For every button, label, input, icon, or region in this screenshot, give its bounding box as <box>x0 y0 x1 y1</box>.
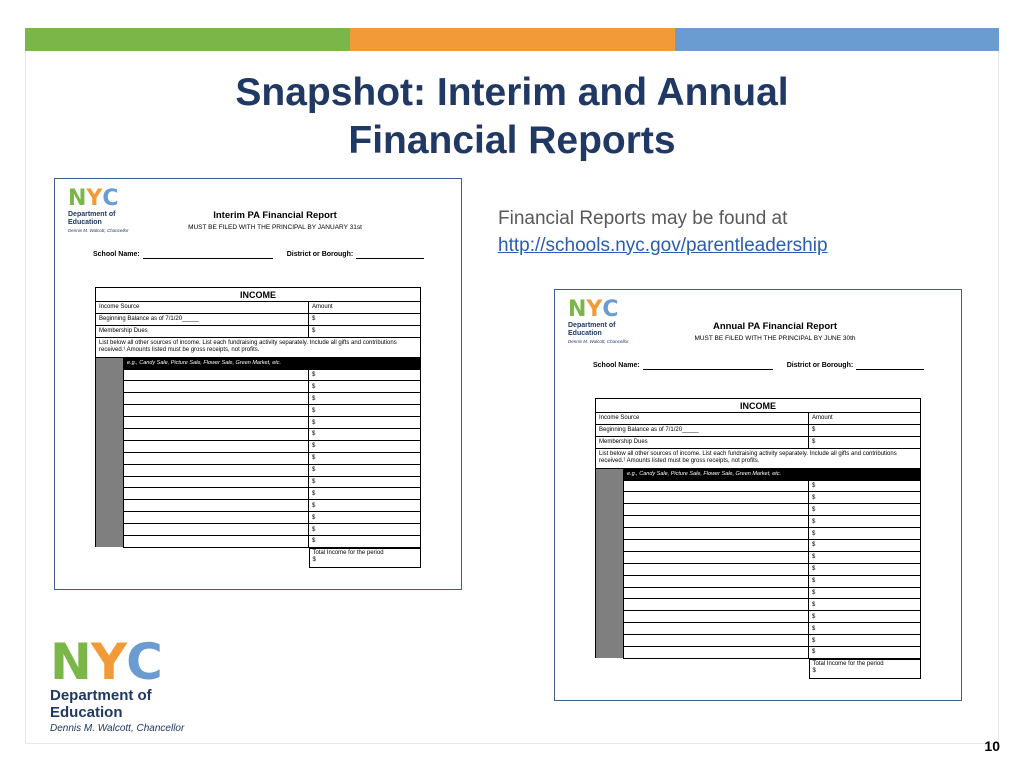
blank-source-cell <box>624 540 809 552</box>
form-title: Annual PA Financial Report <box>712 321 838 332</box>
example-amount <box>809 468 921 480</box>
total-income-box: Total Income for the period $ <box>809 659 921 679</box>
table-row <box>96 325 421 337</box>
blank-source-cell <box>124 512 309 524</box>
income-header: INCOME <box>96 288 421 302</box>
table-row <box>596 399 921 413</box>
table-row <box>596 623 921 635</box>
blank-source-cell <box>624 611 809 623</box>
amount-cell: $ <box>309 440 421 452</box>
amount-cell: $ <box>309 429 421 441</box>
amount-cell: $ <box>309 512 421 524</box>
amount-cell: $ <box>809 551 921 563</box>
amount-cell: $ <box>309 536 421 548</box>
table-row <box>596 492 921 504</box>
table-row <box>96 464 421 476</box>
form-title: Interim PA Financial Report <box>213 210 337 221</box>
amount-cell: $ <box>809 492 921 504</box>
blank-source-cell <box>124 369 309 381</box>
table-row <box>96 369 421 381</box>
form-subtitle: MUST BE FILED WITH THE PRINCIPAL BY JUNE 30th <box>694 335 856 342</box>
amount-cell: $ <box>809 516 921 528</box>
nyc-logo-letters: N Y C <box>68 186 118 211</box>
table-row <box>596 540 921 552</box>
amount-cell: $ <box>809 540 921 552</box>
blank-source-cell <box>124 524 309 536</box>
amount-cell: $ <box>809 436 921 448</box>
amount-cell: $ <box>809 480 921 492</box>
total-income-box: Total Income for the period $ <box>309 548 421 568</box>
col-source-header: Income Source <box>96 302 309 314</box>
table-row <box>96 381 421 393</box>
table-row <box>96 405 421 417</box>
col-amount-header: Amount <box>809 413 921 425</box>
beginning-balance-label: Beginning Balance as of 7/1/20_____ <box>96 313 309 325</box>
total-row <box>96 547 421 568</box>
blank-source-cell <box>124 452 309 464</box>
amount-cell: $ <box>809 635 921 647</box>
amount-cell: $ <box>309 393 421 405</box>
blank-source-cell <box>624 563 809 575</box>
nyc-logo-letters: N Y C <box>568 297 618 322</box>
table-row <box>596 480 921 492</box>
amount-cell: $ <box>809 647 921 659</box>
table-row <box>596 424 921 436</box>
example-amount <box>309 357 421 369</box>
blank-source-cell <box>624 492 809 504</box>
table-row <box>96 417 421 429</box>
beginning-balance-label: Beginning Balance as of 7/1/20_____ <box>596 424 809 436</box>
logo-chancellor: Dennis M. Walcott, Chancellor <box>50 723 185 734</box>
table-row <box>96 512 421 524</box>
blank-source-cell <box>124 440 309 452</box>
amount-cell: $ <box>809 504 921 516</box>
blank-source-cell <box>624 587 809 599</box>
table-row <box>596 587 921 599</box>
accent-bar-orange <box>350 28 675 51</box>
table-row <box>96 476 421 488</box>
amount-cell: $ <box>309 464 421 476</box>
nyc-doe-logo <box>50 633 230 734</box>
table-row <box>596 516 921 528</box>
blank-source-cell <box>624 516 809 528</box>
blank-source-cell <box>124 417 309 429</box>
table-row <box>596 563 921 575</box>
blank-source-cell <box>124 381 309 393</box>
table-row <box>96 536 421 548</box>
blank-source-cell <box>124 405 309 417</box>
accent-bar-green <box>25 28 350 51</box>
blank-source-cell <box>624 599 809 611</box>
blank-source-cell <box>124 476 309 488</box>
caption-text: Financial Reports may be found at <box>498 208 788 229</box>
income-table <box>595 398 921 679</box>
blank-source-cell <box>624 504 809 516</box>
amount-cell: $ <box>309 313 421 325</box>
table-row <box>96 452 421 464</box>
amount-cell: $ <box>809 611 921 623</box>
amount-cell: $ <box>309 476 421 488</box>
amount-cell: $ <box>309 500 421 512</box>
table-row <box>596 635 921 647</box>
amount-cell: $ <box>309 381 421 393</box>
table-row <box>96 488 421 500</box>
table-row <box>96 337 421 357</box>
amount-cell: $ <box>309 524 421 536</box>
blank-source-cell <box>124 488 309 500</box>
gray-column <box>96 357 124 547</box>
instructions-note: List below all other sources of income. List each fundraising activity separately. Include all gifts and contributions received.¹ Amounts listed must be gross receipts, not profits. <box>596 448 921 468</box>
accent-bar-blue <box>675 28 999 51</box>
table-row <box>596 647 921 659</box>
blank-source-cell <box>124 464 309 476</box>
amount-cell: $ <box>809 424 921 436</box>
table-row <box>596 468 921 480</box>
blank-source-cell <box>124 429 309 441</box>
amount-cell: $ <box>809 587 921 599</box>
income-header: INCOME <box>596 399 921 413</box>
amount-cell: $ <box>309 369 421 381</box>
example-row: e.g., Candy Sale, Picture Sale, Flower Sale, Green Market, etc. <box>624 468 809 480</box>
instructions-note: List below all other sources of income. List each fundraising activity separately. Include all gifts and contributions received.¹ Amounts listed must be gross receipts, not profits. <box>96 337 421 357</box>
total-row <box>596 658 921 679</box>
table-row <box>96 302 421 314</box>
doc-logo: N Y C Department of Education Dennis M. Walcott, Chancellor <box>568 300 638 344</box>
caption <box>498 206 828 259</box>
table-row <box>96 288 421 302</box>
table-row <box>96 440 421 452</box>
amount-cell: $ <box>309 417 421 429</box>
blank-source-cell <box>124 500 309 512</box>
table-row <box>96 524 421 536</box>
amount-cell: $ <box>809 599 921 611</box>
slide-title-line1: Snapshot: Interim and Annual <box>235 71 789 114</box>
col-source-header: Income Source <box>596 413 809 425</box>
amount-cell: $ <box>309 325 421 337</box>
table-row <box>596 504 921 516</box>
gray-column <box>596 468 624 658</box>
example-row: e.g., Candy Sale, Picture Sale, Flower Sale, Green Market, etc. <box>124 357 309 369</box>
slide-title-line2: Financial Reports <box>348 119 676 162</box>
table-row <box>596 599 921 611</box>
table-row <box>96 357 421 369</box>
blank-source-cell <box>624 575 809 587</box>
income-table <box>95 287 421 568</box>
blank-source-cell <box>124 393 309 405</box>
table-row <box>596 575 921 587</box>
school-name-row: School Name: District or Borough: <box>593 362 928 370</box>
blank-source-cell <box>624 623 809 635</box>
nyc-logo-letters: N Y C <box>50 633 160 691</box>
amount-cell: $ <box>809 575 921 587</box>
page-number: 10 <box>984 738 1000 754</box>
school-name-row: School Name: District or Borough: <box>93 251 428 259</box>
blank-source-cell <box>624 647 809 659</box>
parentleadership-link[interactable]: http://schools.nyc.gov/parentleadership <box>498 234 828 256</box>
membership-dues-label: Membership Dues <box>96 325 309 337</box>
doc-logo: N Y C Department of Education Dennis M. Walcott, Chancellor <box>68 189 138 233</box>
table-row <box>596 611 921 623</box>
blank-source-cell <box>624 635 809 647</box>
blank-source-cell <box>124 536 309 548</box>
table-row <box>596 448 921 468</box>
amount-cell: $ <box>309 452 421 464</box>
membership-dues-label: Membership Dues <box>596 436 809 448</box>
amount-cell: $ <box>809 563 921 575</box>
amount-cell: $ <box>309 405 421 417</box>
annual-report-image <box>554 289 962 701</box>
form-subtitle: MUST BE FILED WITH THE PRINCIPAL BY JANUARY 31st <box>188 224 362 231</box>
logo-department: Department of Education <box>50 687 152 721</box>
table-row <box>96 429 421 441</box>
blank-source-cell <box>624 480 809 492</box>
table-row <box>96 393 421 405</box>
amount-cell: $ <box>809 528 921 540</box>
amount-cell: $ <box>809 623 921 635</box>
table-row <box>596 551 921 563</box>
blank-source-cell <box>624 551 809 563</box>
blank-source-cell <box>624 528 809 540</box>
amount-cell: $ <box>309 488 421 500</box>
table-row <box>596 528 921 540</box>
table-row <box>596 436 921 448</box>
table-row <box>96 313 421 325</box>
col-amount-header: Amount <box>309 302 421 314</box>
table-row <box>96 500 421 512</box>
table-row <box>596 413 921 425</box>
interim-report-image <box>54 178 462 590</box>
